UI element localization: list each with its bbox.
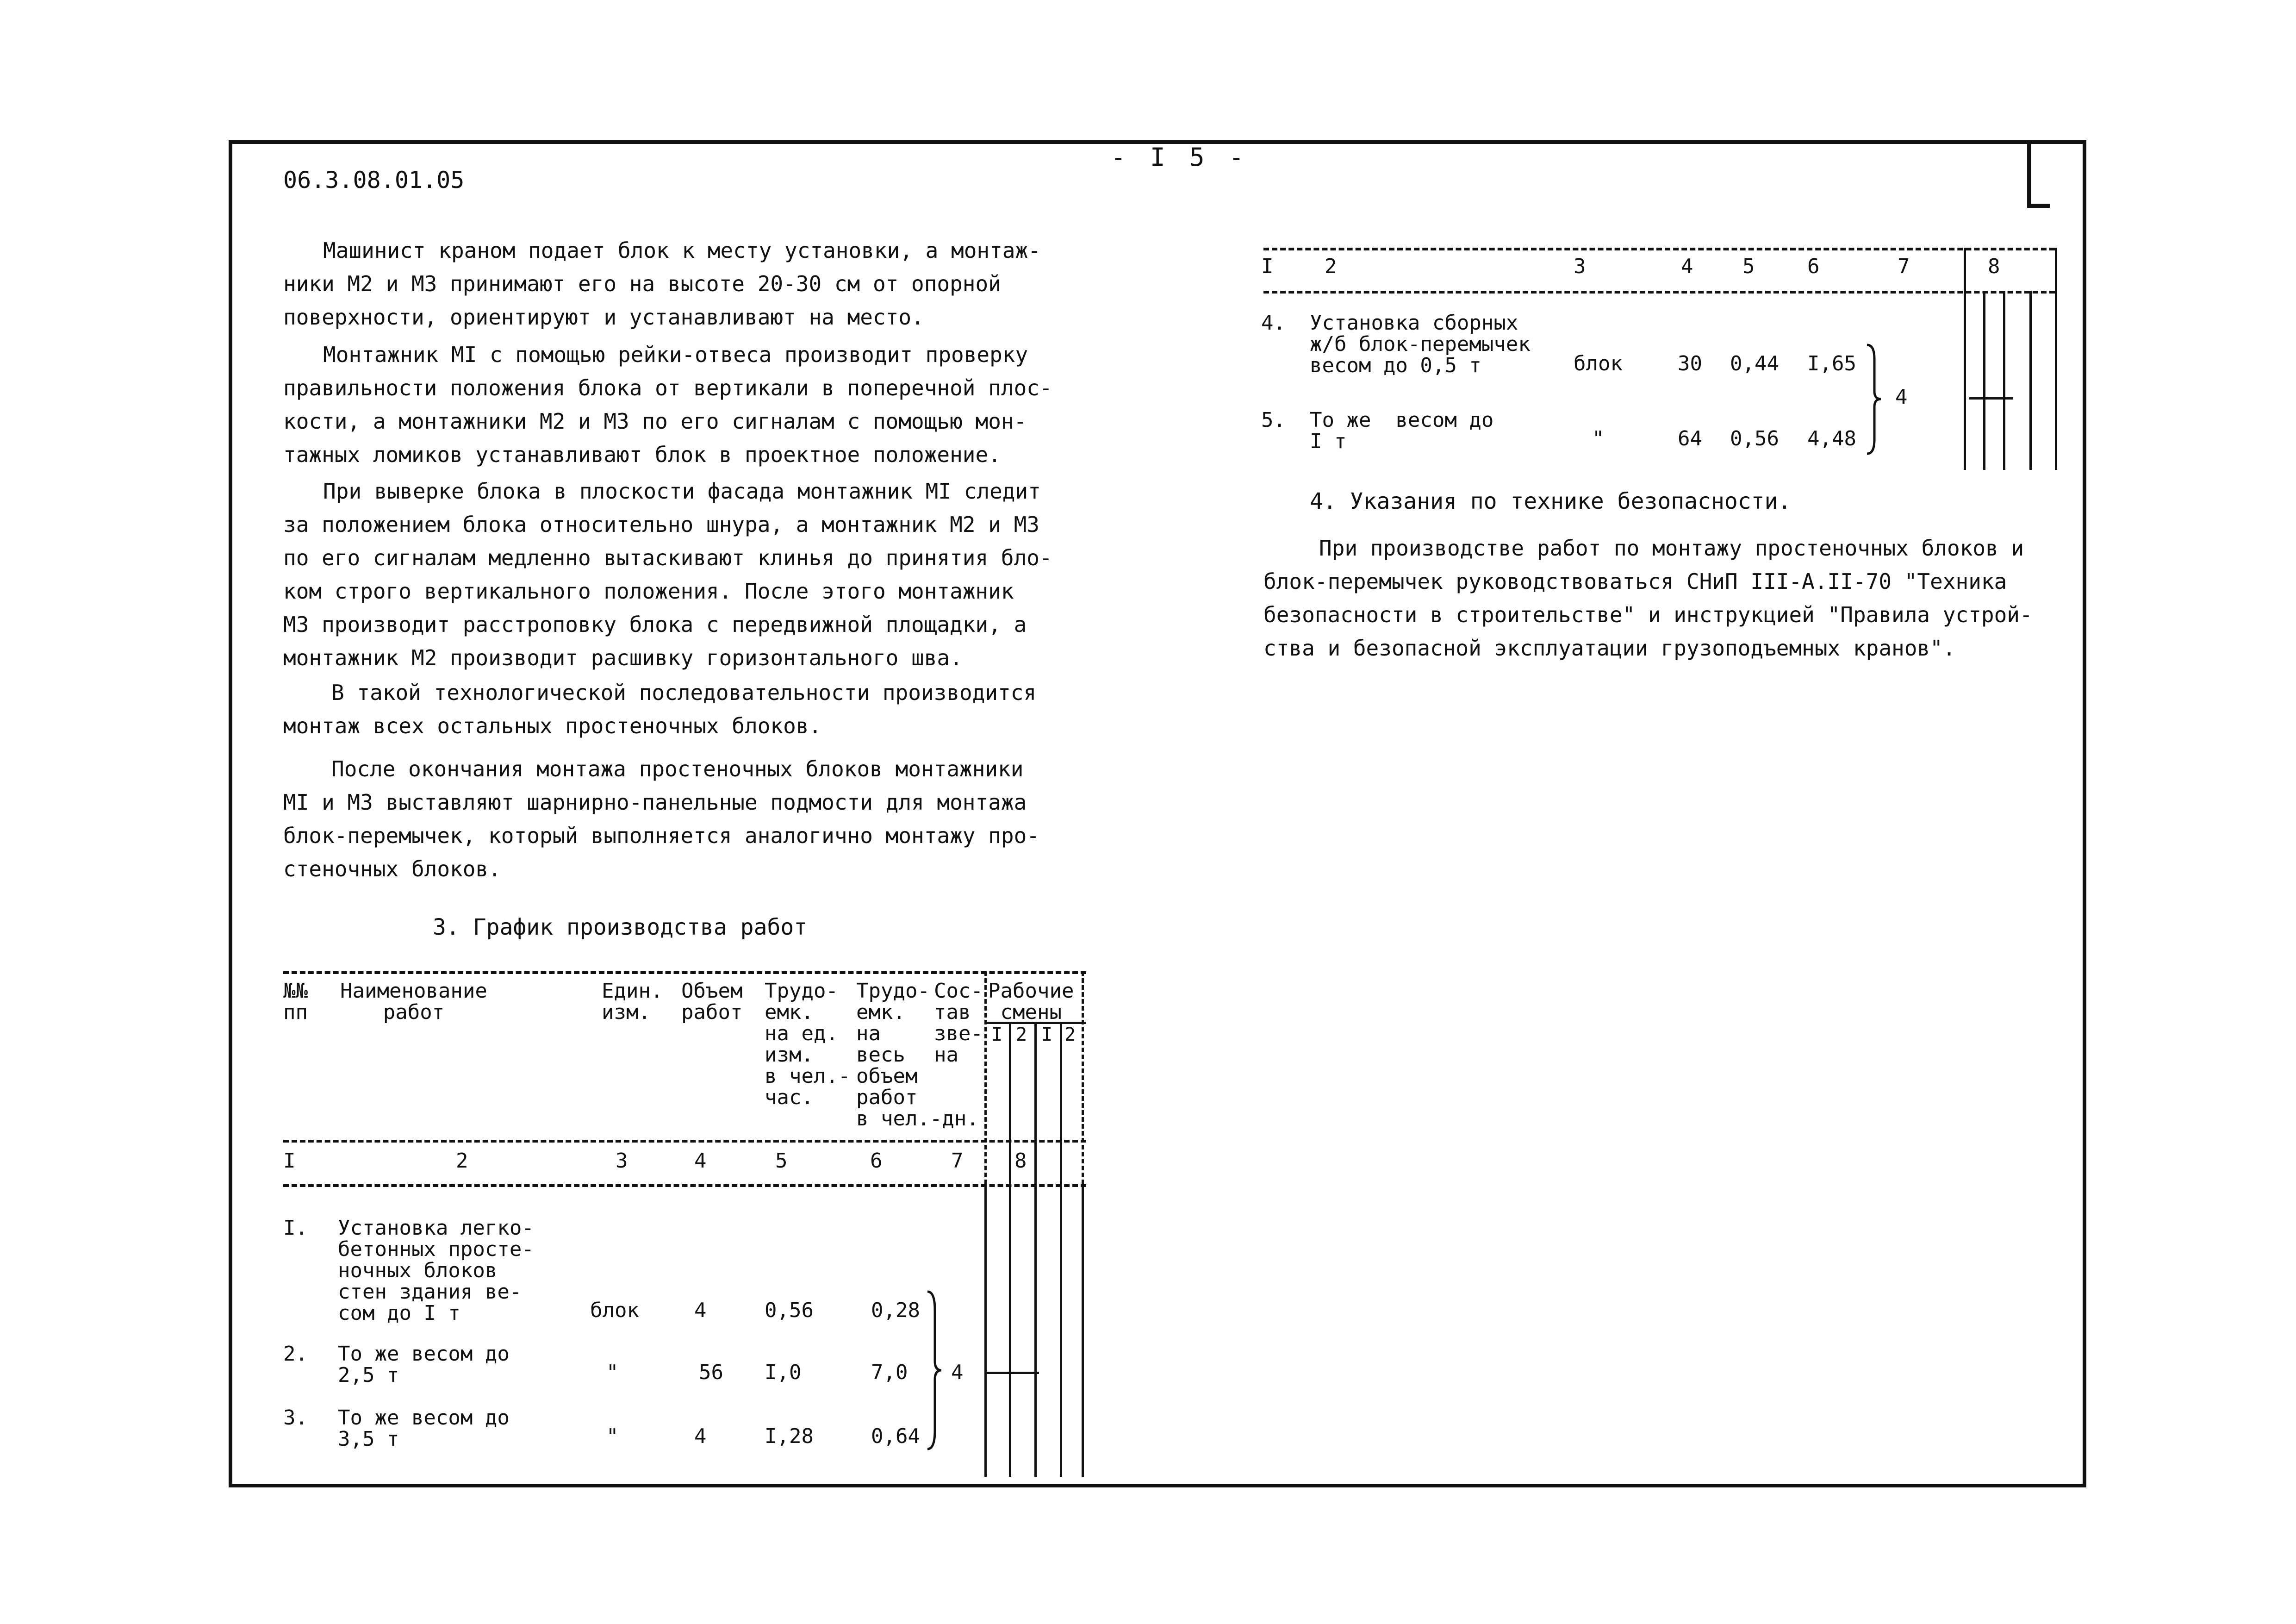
header-shift-2b: 2: [1064, 1024, 1076, 1045]
column-number: I: [1261, 255, 1274, 278]
paragraph-4: В такой технологической последовательности производится монтаж всех остальных простеночных блоков.: [283, 680, 1037, 738]
gantt-line: [1983, 291, 1985, 470]
column-number: 4: [694, 1149, 707, 1173]
paragraph-1: Машинист краном подает блок к месту установки, а монтаж- ники М2 и М3 принимают его на высоте 20-30 см от опорной поверхности, ориентируют и устанавливают на место.: [283, 238, 1041, 330]
document-code: 06.3.08.01.05: [283, 167, 465, 194]
column-number: 5: [1742, 255, 1755, 278]
row-5-unit: ": [1592, 427, 1605, 450]
row-2-labor-total: 7,0: [871, 1361, 908, 1384]
header-shift-1b: I: [1041, 1024, 1053, 1045]
crew-size: 4: [951, 1361, 964, 1384]
gantt-line: [1060, 1022, 1062, 1477]
header-name: Наименование работ: [340, 979, 487, 1024]
header-labor-total: Трудо- емк. на весь объем работ в чел.-дн.: [856, 979, 979, 1131]
row-2-unit: ": [606, 1361, 619, 1384]
gantt-line: [1009, 1022, 1011, 1477]
row-1-no: I.: [283, 1216, 308, 1240]
gantt-bar: [986, 1372, 1039, 1374]
column-number: I: [283, 1149, 296, 1173]
crew-brace: [1865, 345, 1884, 454]
header-volume: Объем работ: [681, 979, 743, 1024]
row-4-volume: 30: [1678, 352, 1702, 375]
header-no: №№ пп: [283, 979, 308, 1024]
row-2-no: 2.: [283, 1342, 308, 1366]
row-1-volume: 4: [694, 1299, 707, 1322]
row-4-name: Установка сборных ж/б блок-перемычек весом до 0,5 т: [1310, 311, 1531, 377]
header-labor-unit: Трудо- емк. на ед. изм. в чел.- час.: [765, 979, 851, 1109]
row-3-labor-total: 0,64: [871, 1424, 920, 1448]
column-number: 8: [1014, 1149, 1027, 1173]
gantt-line: [2029, 291, 2032, 470]
column-number: 8: [1988, 255, 2000, 278]
gantt-line: [2003, 291, 2005, 470]
column-number: 5: [775, 1149, 788, 1173]
numbers-bottom-line: [283, 1184, 1086, 1187]
gantt-line: [1034, 1022, 1037, 1477]
row-4-unit: блок: [1574, 352, 1623, 375]
column-number: 3: [616, 1149, 628, 1173]
row-5-labor-total: 4,48: [1807, 427, 1856, 450]
row-4-labor-total: I,65: [1807, 352, 1856, 375]
gantt-line: [1082, 1184, 1084, 1477]
column-divider: [1082, 971, 1084, 1184]
page-number: - I 5 -: [1111, 143, 1249, 172]
column-number: 2: [456, 1149, 468, 1173]
gantt-line: [2055, 248, 2057, 470]
row-3-labor-unit: I,28: [765, 1424, 814, 1448]
header-shift-2a: 2: [1016, 1024, 1027, 1045]
row-5-name: То же весом до I т: [1310, 408, 1494, 453]
row-3-no: 3.: [283, 1406, 308, 1430]
crew-size: 4: [1895, 385, 1908, 409]
row-4-no: 4.: [1261, 311, 1286, 335]
row-3-unit: ": [606, 1424, 619, 1448]
column-number: 2: [1325, 255, 1337, 278]
table-top-line: [1263, 248, 2055, 250]
row-2-volume: 56: [699, 1361, 723, 1384]
column-number: 4: [1681, 255, 1693, 278]
gantt-line: [984, 1184, 987, 1477]
paragraph-5: После окончания монтажа простеночных блоков монтажники МI и М3 выставляют шарнирно-панельные подмости для монтажа блок-перемычек, который выполняется аналогично монтажу про- стеночных блоков.: [283, 756, 1039, 881]
corner-mark: [2027, 144, 2050, 208]
row-5-volume: 64: [1678, 427, 1702, 450]
paragraph-2: Монтажник МI с помощью рейки-отвеса производит проверку правильности положения блока от вертикали в поперечной плос- кости, а монтажники М2 и М3 по его сигналам с помощью мон- тажных ломиков устанавливают блок в проектное положение.: [283, 342, 1052, 467]
row-3-name: То же весом до 3,5 т: [338, 1406, 510, 1451]
safety-title: 4. Указания по технике безопасности.: [1310, 488, 1792, 514]
row-1-name: Установка легко- бетонных просте- ночных блоков стен здания ве- сом до I т: [338, 1216, 534, 1325]
schedule-title: 3. График производства работ: [433, 914, 808, 940]
row-2-name: То же весом до 2,5 т: [338, 1342, 510, 1387]
safety-text: При производстве работ по монтажу простеночных блоков и блок-перемычек руководствоваться СНиП III-А.II-70 "Техника безопасности в строительстве" и инструкцией "Правила устрой- ства и безопасной эксплуатации грузоподъемных кранов".: [1263, 536, 2033, 661]
header-shifts: Рабочие смены: [988, 979, 1074, 1024]
numbers-bottom-line: [1263, 291, 2055, 294]
column-number: 6: [1807, 255, 1820, 278]
row-1-labor-unit: 0,56: [765, 1299, 814, 1322]
row-1-unit: блок: [590, 1299, 639, 1322]
row-4-labor-unit: 0,44: [1730, 352, 1779, 375]
crew-brace: [926, 1292, 944, 1449]
paragraph-3: При выверке блока в плоскости фасада монтажник МI следит за положением блока относительно шнура, а монтажник М2 и М3 по его сигналам медленно вытаскивают клинья до принятия бло- ком строго вертикального положения. После этого монтажник М3 производит расстроповку блока с передвижной площадки, а монтажник М2 производит расшивку горизонтального шва.: [283, 479, 1052, 670]
column-number: 7: [951, 1149, 964, 1173]
column-number: 6: [870, 1149, 883, 1173]
gantt-bar: [1969, 397, 2013, 400]
header-crew: Сос- тав зве- на: [934, 979, 983, 1067]
header-unit: Един. изм.: [602, 979, 663, 1024]
gantt-line: [1964, 248, 1966, 470]
header-bottom-line: [283, 1140, 1086, 1143]
column-divider: [984, 971, 987, 1184]
row-1-labor-total: 0,28: [871, 1299, 920, 1322]
row-5-labor-unit: 0,56: [1730, 427, 1779, 450]
row-2-labor-unit: I,0: [765, 1361, 802, 1384]
row-5-no: 5.: [1261, 408, 1286, 432]
row-3-volume: 4: [694, 1424, 707, 1448]
header-shift-1a: I: [991, 1024, 1003, 1045]
column-number: 3: [1574, 255, 1586, 278]
table-top-line: [283, 971, 1086, 974]
column-number: 7: [1898, 255, 1910, 278]
